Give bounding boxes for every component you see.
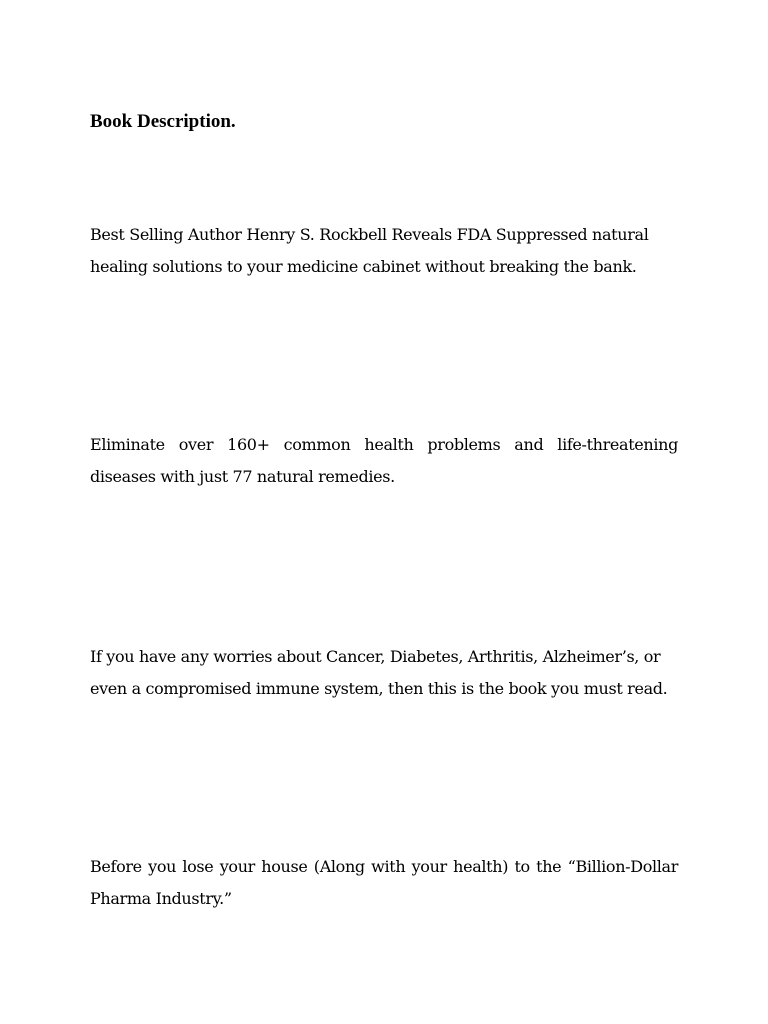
paragraph-author-intro: Best Selling Author Henry S. Rockbell Reveals FDA Suppressed natural healing solutions to your medicine cabinet without breaking the bank. <box>90 225 649 276</box>
paragraph-pharma-industry: Before you lose your house (Along with your health) to the “Billion-Dollar Pharma Industry.” <box>90 857 678 908</box>
paragraph-health-problems: Eliminate over 160+ common health problems and life-threatening diseases with just 77 natural remedies. <box>90 435 678 486</box>
document-heading: Book Description. <box>90 111 236 132</box>
paragraph-diseases: If you have any worries about Cancer, Diabetes, Arthritis, Alzheimer’s, or even a compromised immune system, then this is the book you must read. <box>90 647 668 698</box>
